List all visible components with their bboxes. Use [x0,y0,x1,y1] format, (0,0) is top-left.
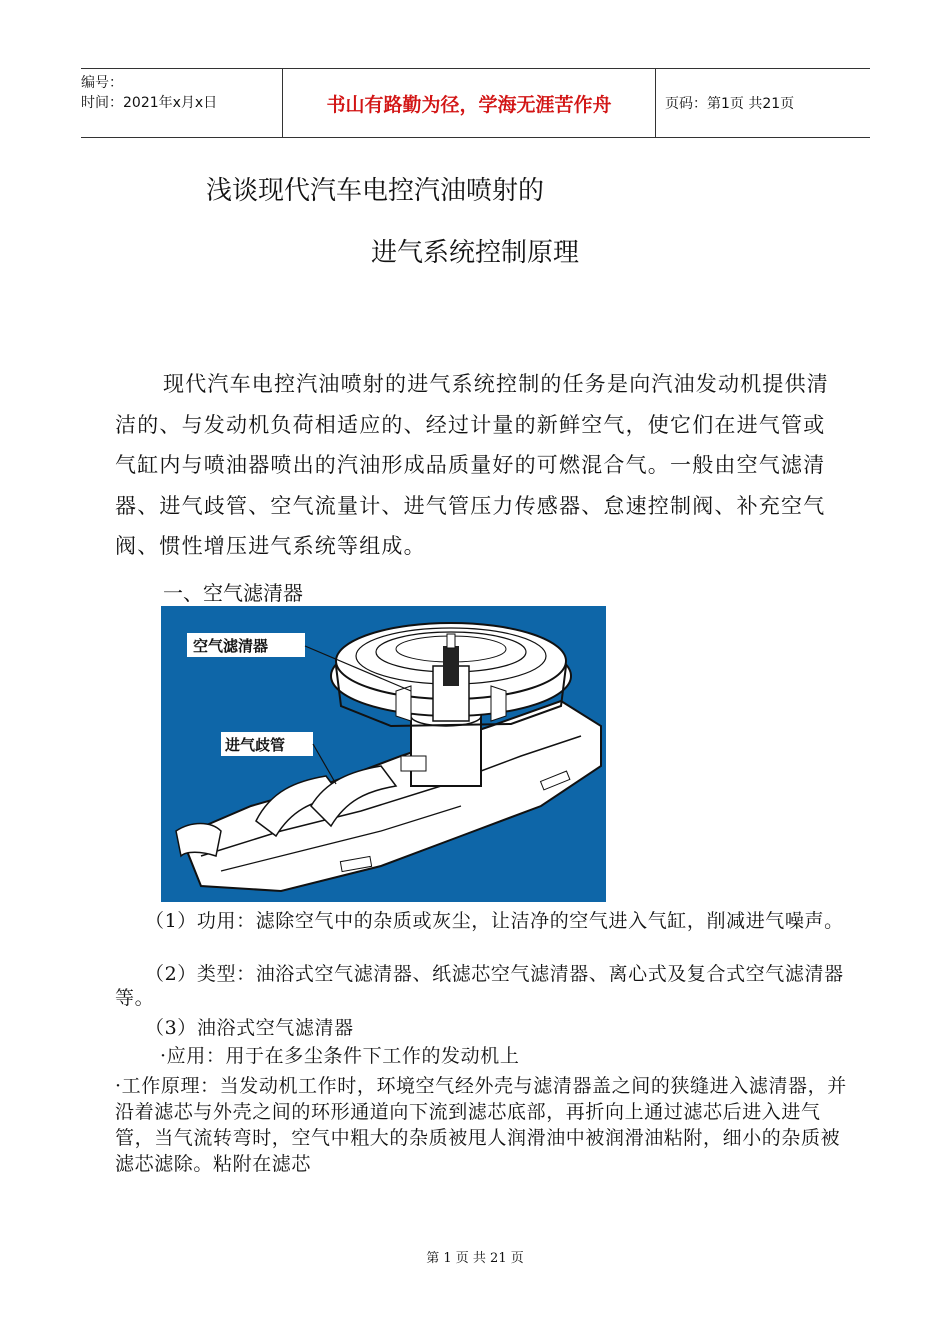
header-motto: 书山有路勤为径，学海无涯苦作舟 [282,69,656,137]
air-filter-illustration [161,606,606,902]
section-heading: 一、空气滤清器 [163,581,303,605]
header-meta [81,69,281,141]
header-page-info: 页码：第1页 共21页 [665,96,795,112]
intake-manifold-label: 进气歧管 [225,736,286,754]
air-filter-figure [161,606,606,902]
number-label: 编号： [81,75,123,91]
item-oil-bath: （3）油浴式空气滤清器 [145,1017,354,1039]
page-footer: 第 1 页 共 21 页 [426,1251,524,1266]
intro-paragraph: 现代汽车电控汽油喷射的进气系统控制的任务是向汽油发动机提供清洁的、与发动机负荷相适应的、经过计量的新鲜空气，使它们在进气管或气缸内与喷油器喷出的汽油形成品质量好的可燃混合气。一般由空气滤清器、进气歧管、空气流量计、进气管压力传感器、怠速控制阀、补充空气阀、惯性增压进气系统等组成。 [115,372,829,559]
document-header [81,68,870,138]
title-line-2: 进气系统控制原理 [370,238,579,268]
time-label: 时间：2021年x月x日 [81,95,218,111]
item-principle: ·工作原理：当发动机工作时，环境空气经外壳与滤清器盖之间的狭缝进入滤清器，并沿着滤芯与外壳之间的环形通道向下流到滤芯底部，再折向上通过滤芯后进入进气管，当气流转弯时，空气中粗大的杂质被甩人润滑油中被润滑油粘附，细小的杂质被滤芯滤除。粘附在滤芯 [115,1075,847,1175]
title-line-1: 浅谈现代汽车电控汽油喷射的 [205,176,544,206]
air-filter-label: 空气滤清器 [193,637,269,655]
item-types: （2）类型：油浴式空气滤清器、纸滤芯空气滤清器、离心式及复合式空气滤清器等。 [115,963,844,1009]
item-function: （1）功用：滤除空气中的杂质或灰尘，让洁净的空气进入气缸，削减进气噪声。 [145,910,844,932]
item-application: ·应用：用于在多尘条件下工作的发动机上 [160,1045,520,1067]
